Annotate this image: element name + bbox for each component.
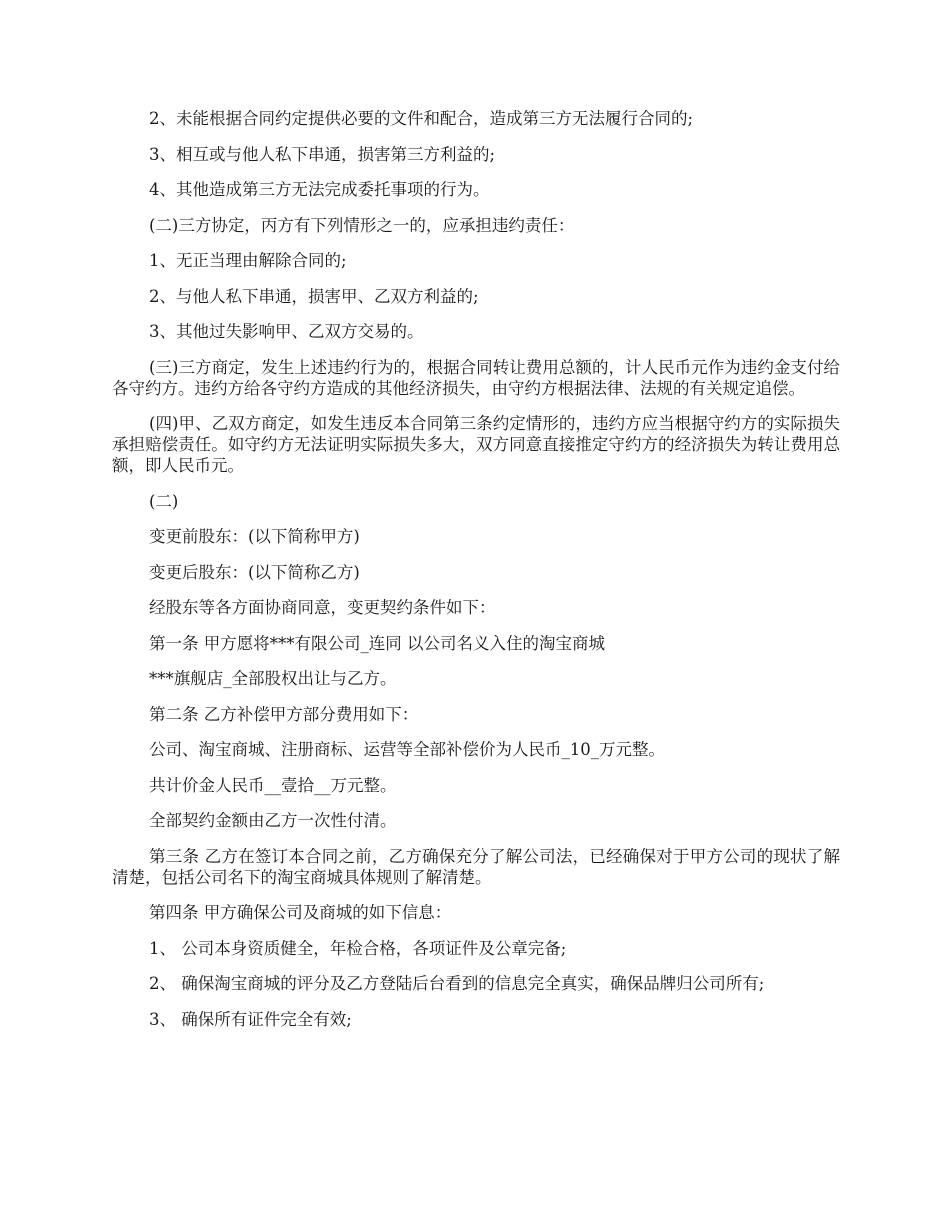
paragraph: 变更后股东：(以下简称乙方) bbox=[149, 562, 360, 582]
paragraph: 第一条 甲方愿将***有限公司_连同 以公司名义入住的淘宝商城 bbox=[149, 633, 605, 653]
paragraph: (二)三方协定，丙方有下列情形之一的，应承担违约责任： bbox=[149, 215, 575, 235]
paragraph: ***旗舰店_全部股权出让与乙方。 bbox=[149, 669, 397, 688]
paragraph: 1、 公司本身资质健全，年检合格，各项证件及公章完备; bbox=[149, 938, 567, 958]
paragraph: (三)三方商定，发生上述违约行为的，根据合同转让费用总额的，计人民币元作为违约金支付给各守约方。违约方给各守约方造成的其他经济损失，由守约方根据法律、法规的有关规定追偿。 bbox=[112, 357, 840, 398]
paragraph: (四)甲、乙双方商定，如发生违反本合同第三条约定情形的，违约方应当根据守约方的实际损失承担赔偿责任。如守约方无法证明实际损失多大，双方同意直接推定守约方的经济损失为转让费用总额，即人民币元。 bbox=[112, 414, 840, 475]
paragraph: 2、未能根据合同约定提供必要的文件和配合，造成第三方无法履行合同的; bbox=[149, 109, 694, 128]
paragraph: 第三条 乙方在签订本合同之前，乙方确保充分了解公司法，已经确保对于甲方公司的现状了解清楚，包括公司名下的淘宝商城具体规则了解清楚。 bbox=[112, 846, 840, 887]
paragraph: 全部契约金额由乙方一次性付清。 bbox=[149, 811, 397, 830]
paragraph: 2、与他人私下串通，损害甲、乙双方利益的; bbox=[149, 286, 479, 306]
paragraph: 3、其他过失影响甲、乙双方交易的。 bbox=[149, 322, 424, 341]
paragraph: 公司、淘宝商城、注册商标、运营等全部补偿价为人民币_10_万元整。 bbox=[149, 740, 665, 759]
paragraph: 2、 确保淘宝商城的评分及乙方登陆后台看到的信息完全真实，确保品牌归公司所有; bbox=[149, 974, 765, 993]
paragraph: 3、相互或与他人私下串通，损害第三方利益的; bbox=[149, 144, 496, 164]
document-body bbox=[112, 108, 840, 1044]
paragraph: 共计价金人民币__壹拾__万元整。 bbox=[149, 775, 397, 795]
paragraph: 第二条 乙方补偿甲方部分费用如下： bbox=[149, 704, 419, 724]
paragraph: 经股东等各方面协商同意，变更契约条件如下： bbox=[149, 598, 496, 617]
paragraph: (二) bbox=[149, 491, 179, 511]
paragraph: 第四条 甲方确保公司及商城的如下信息： bbox=[149, 903, 452, 922]
paragraph: 1、无正当理由解除合同的; bbox=[149, 251, 347, 270]
paragraph: 4、其他造成第三方无法完成委托事项的行为。 bbox=[149, 180, 490, 199]
paragraph: 变更前股东：(以下简称甲方) bbox=[149, 527, 360, 546]
paragraph: 3、 确保所有证件完全有效; bbox=[149, 1009, 352, 1029]
